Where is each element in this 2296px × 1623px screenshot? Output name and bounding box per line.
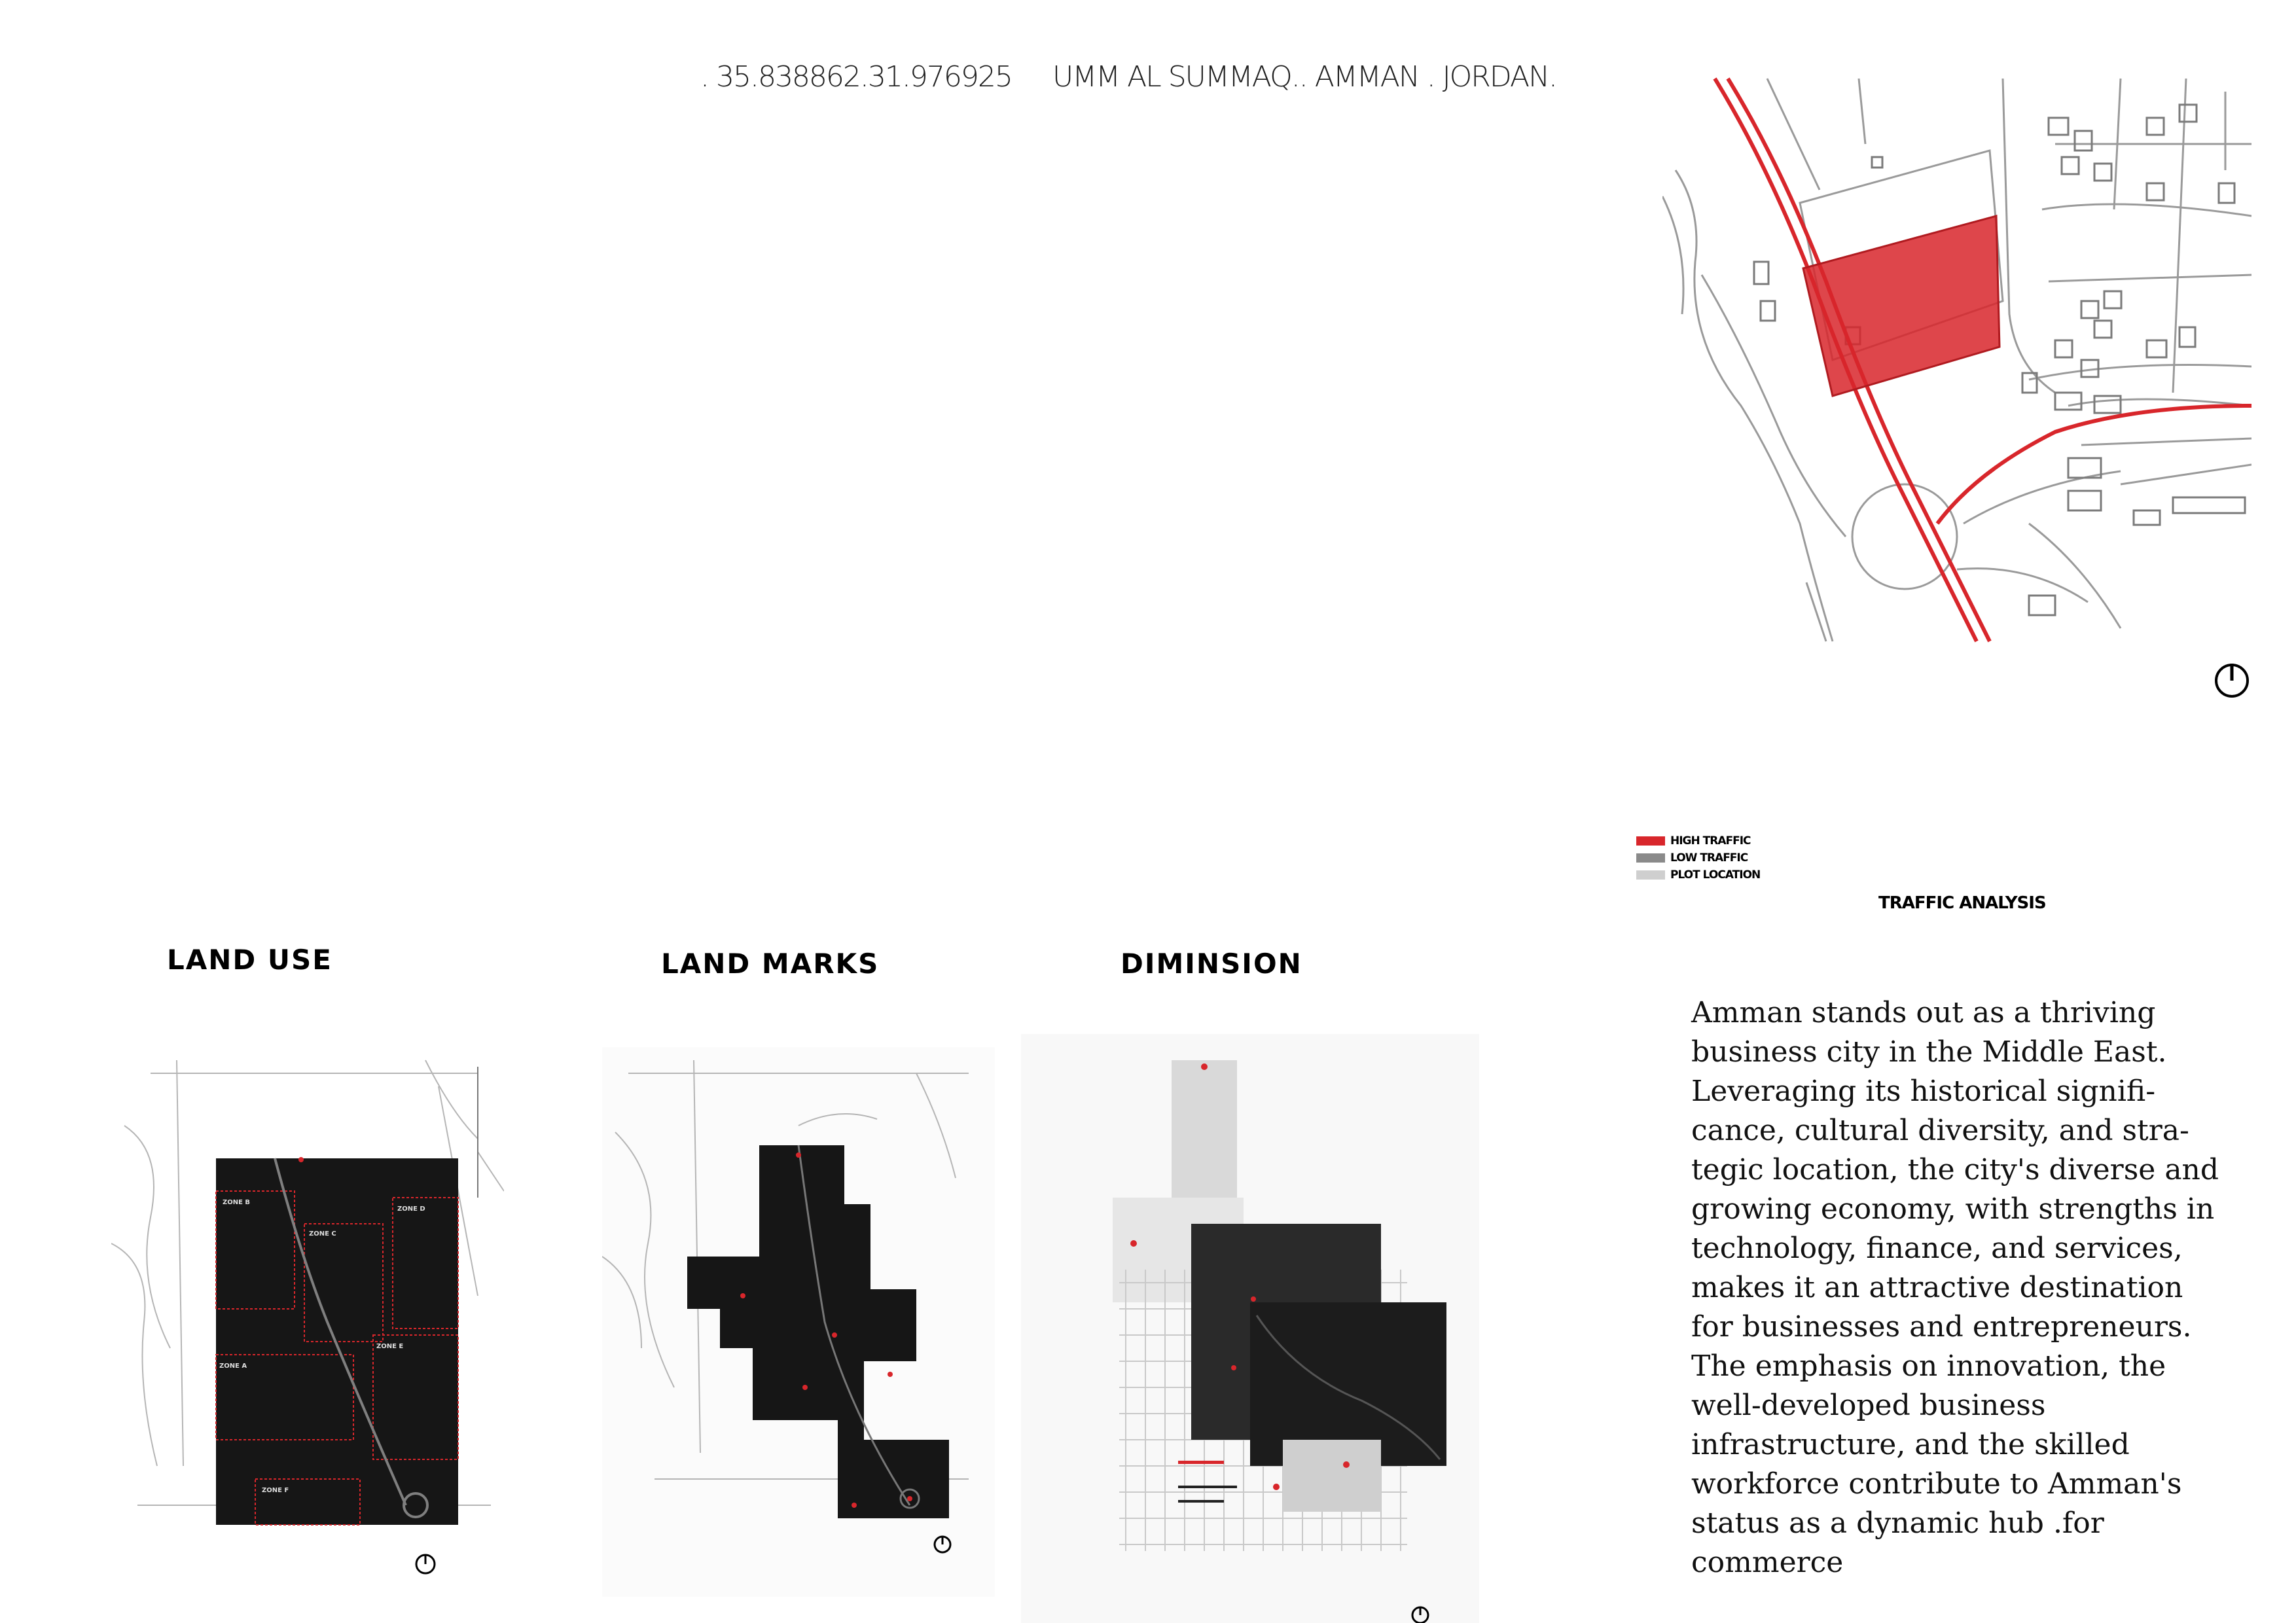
legend-label: LOW TRAFFIC	[1670, 851, 1748, 865]
site-location: UMM AL SUMMAQ.. AMMAN . JORDAN.	[1052, 60, 1556, 94]
legend-swatch-plot	[1636, 870, 1665, 880]
zone-label: ZONE F	[262, 1487, 289, 1494]
traffic-map	[1662, 65, 2251, 654]
north-arrow-icon	[416, 1555, 435, 1573]
dimension-heading: DIMINSION	[1121, 948, 1302, 980]
zone-label: ZONE B	[223, 1199, 251, 1206]
site-coordinates: . 35.838862.31.976925	[700, 60, 1012, 94]
zone-label: ZONE A	[219, 1363, 247, 1370]
land-marks-heading: LAND MARKS	[661, 948, 880, 980]
amman-description: Amman stands out as a thriving business city in the Middle East. Leveraging its historical signifi-cance, cultural diversity, and stra-tegic location, the city's diverse and growing economy, with strengths in technology, finance, and services, makes it an attractive destination for businesses and entrepreneurs. The emphasis on innovation, the well-developed business infrastructure, and the skilled workforce contribute to Amman's status as a dynamic hub .for commerce	[1691, 996, 2219, 1579]
plot-location	[1803, 216, 2000, 396]
legend-swatch-low	[1636, 853, 1665, 863]
dimension-map	[1021, 1034, 1479, 1623]
legend-label: PLOT LOCATION	[1670, 868, 1761, 882]
land-use-map	[111, 1047, 504, 1597]
north-arrow-icon	[2212, 661, 2251, 700]
zone-label: ZONE E	[376, 1343, 404, 1350]
legend-label: HIGH TRAFFIC	[1670, 834, 1751, 847]
traffic-legend	[1636, 832, 1760, 883]
legend-swatch-high	[1636, 836, 1665, 846]
land-use-heading: LAND USE	[167, 944, 332, 976]
zone-label: ZONE D	[397, 1205, 425, 1213]
land-marks-map	[602, 1047, 995, 1597]
legend-item	[1636, 849, 1760, 866]
legend-item	[1636, 866, 1760, 883]
zone-label: ZONE C	[309, 1230, 336, 1238]
traffic-analysis-title: TRAFFIC ANALYSIS	[1878, 893, 2046, 913]
legend-item	[1636, 832, 1760, 849]
